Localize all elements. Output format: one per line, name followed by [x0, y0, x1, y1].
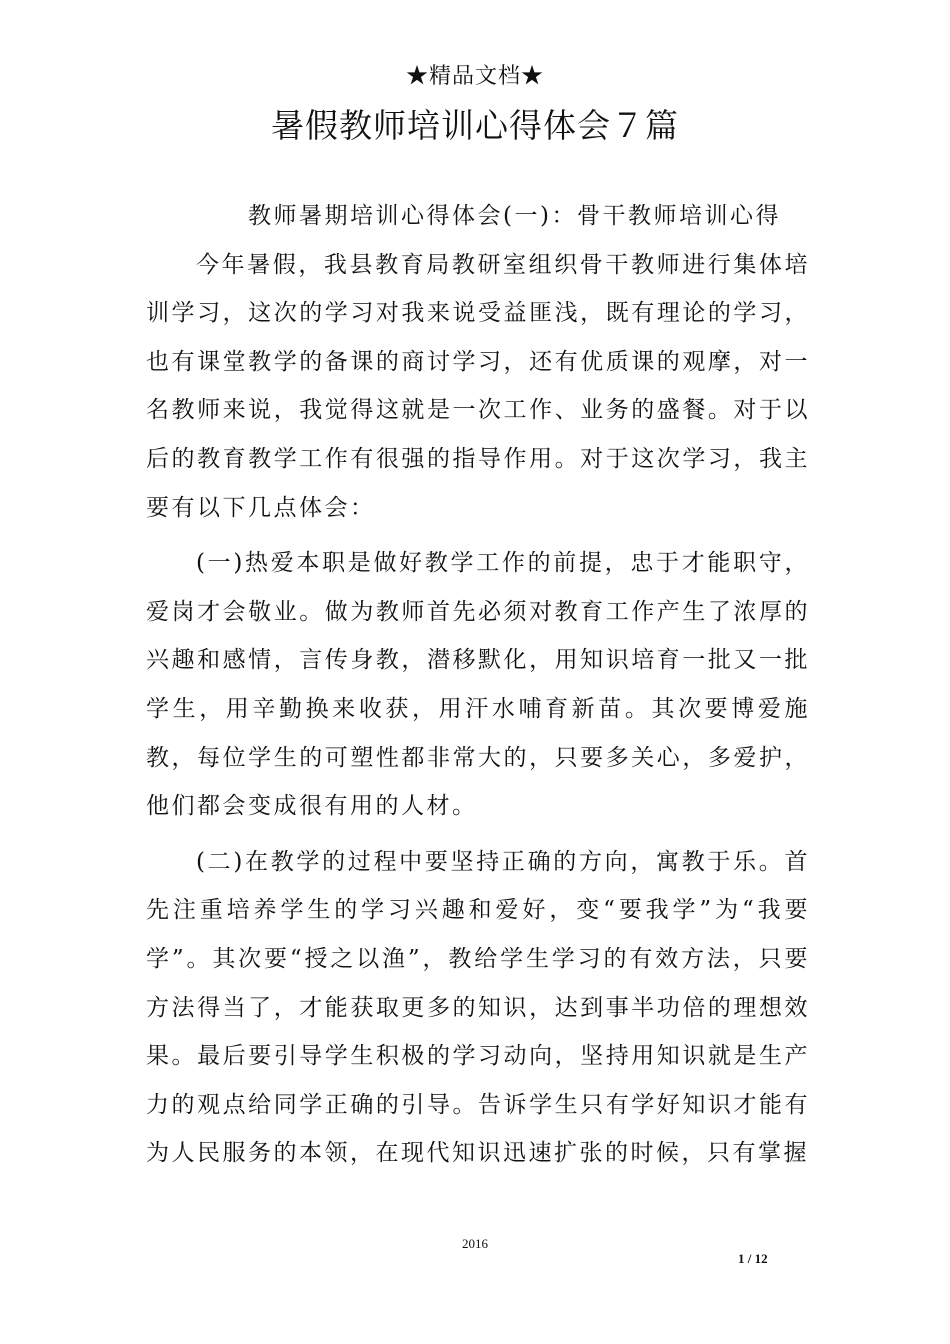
header-mark: ★精品文档★ [405, 64, 544, 89]
document-body [146, 192, 810, 1185]
footer-year: 2016 [462, 1236, 488, 1251]
paragraph-point-one: (一)热爱本职是做好教学工作的前提，忠于才能职守，爱岗才会敬业。做为教师首先必须对教育工作产生了浓厚的兴趣和感情，言传身教，潜移默化，用知识培育一批又一批学生，用辛勤换来收获，用汗水哺育新苗。其次要博爱施教，每位学生的可塑性都非常大的，只要多关心，多爱护，他们都会变成很有用的人材。 [146, 550, 810, 820]
paragraph-point-two: (二)在教学的过程中要坚持正确的方向，寓教于乐。首先注重培养学生的学习兴趣和爱好，变“要我学”为“我要学”。其次要“授之以渔”，教给学生学习的有效方法，只要方法得当了，才能获取更多的知识，达到事半功倍的理想效果。最后要引导学生积极的学习动向，坚持用知识就是生产力的观点给同学正确的引导。告诉学生只有学好知识才能有为人民服务的本领，在现代知识迅速扩张的时候，只有掌握 [146, 848, 810, 1167]
page-number: 1 / 12 [738, 1251, 768, 1266]
paragraph-intro: 今年暑假，我县教育局教研室组织骨干教师进行集体培训学习，这次的学习对我来说受益匪浅，既有理论的学习，也有课堂教学的备课的商讨学习，还有优质课的观摩，对一名教师来说，我觉得这就是一次工作、业务的盛餐。对于以后的教育教学工作有很强的指导作用。对于这次学习，我主要有以下几点体会： [146, 251, 810, 521]
document-title: 暑假教师培训心得体会７篇 [271, 106, 679, 145]
section-heading: 教师暑期培训心得体会(一)：骨干教师培训心得 [248, 203, 781, 229]
